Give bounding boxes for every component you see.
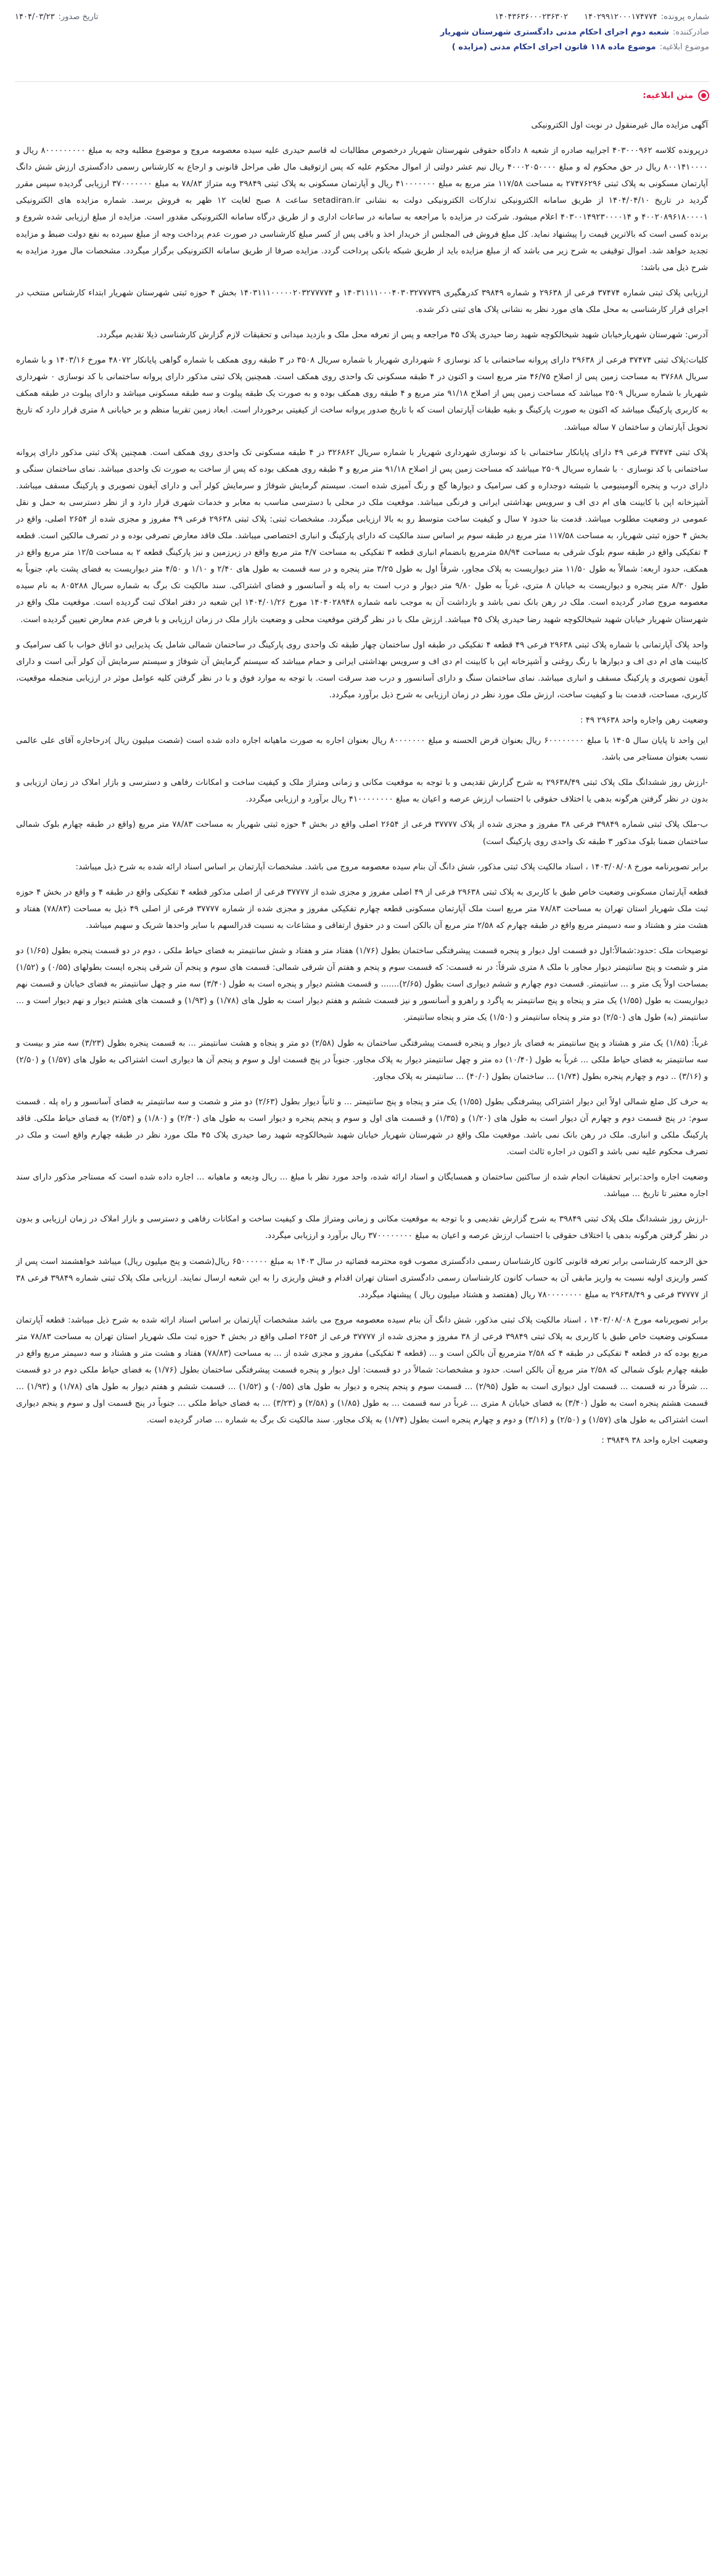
issuer-line (15, 25, 709, 39)
subject-value: موضوع ماده ۱۱۸ قانون اجرای احکام مدنی (مزایده ) (451, 42, 656, 52)
paragraph: ارزیابی پلاک ثبتی شماره ۳۷۴۷۴ فرعی از ۲۹۶۳۸ و شماره ۳۹۸۴۹ کدرهگیری ۱۴۰۳۱۱۱۱۰۰۰۴۰۳۰۳۲۷۷۷۳۹ و ۱۴۰۳۱۱۱۰۰۰۰۰۲۰۳۲۷۷۷۷۴ بخش ۴ حوزه ثبتی شهرستان شهریار ابتداء کارشناس منتخب در اجرای قرار کارشناسی به محل ملک های مورد نظر به نشانی پلاک های ثبتی ذکر شده. (16, 288, 709, 314)
paragraph: پلاک ثبتی ۳۷۴۷۴ فرعی ۴۹ دارای پایانکار ساختمانی با کد نوسازی شهرداری شهریار با شماره سریال ۳۲۶۸۶۲ در ۴ طبقه مسکونی تک واحدی روی همکف است. همچنین پلاک ثبتی مذکور دارای پروانه ساختمانی با کد نوسازی ۰ با شماره سریال ۲۵۰۹ میباشد که مساحت زمین پس از اصلاح ۹۱/۱۸ متر مربع و ۴ طبقه روی همکف بوده که پس از ساخت به صورت تک واحدی میباشد. نمای ساختمان سنگی و دارای درب و پنجره آلومینیومی با شیشه دوجداره و کف سرامیک و دیوارها گچ و رنگ آمیزی شده است. سیستم گرمایش شوفاژ و سرمایش کولر آبی و دارای آیفون تصویری و پارکینگ مسقف میباشد. آشپزخانه اپن با کابینت های ام دی اف و سرویس بهداشتی ایرانی و فرنگی میباشد. موقعیت ملک در محلی با دسترسی مناسب به معابر و خدمات شهری قرار دارد و از نظر دسترسی به حمل و نقل عمومی در وضعیت مطلوب میباشد. قدمت بنا حدود ۷ سال و کیفیت ساخت متوسط رو به بالا ارزیابی میگردد. مشخصات ثبتی: پلاک ثبتی ۲۹۶۳۸ فرعی ۴۹ مفروز و مجزی شده از ۲۶۵۴ اصلی، واقع در بخش ۴ حوزه ثبتی شهریار، به مساحت ۱۱۷/۵۸ متر مربع در طبقه سوم بر اساس سند مالکیت که دارای پارکینگ و انباری اختصاصی میباشد. ملک فاقد معارض تصرفی بوده و در تصرف مالکین است. قطعه ۴ تفکیکی واقع در طبقه سوم بلوک شرقی به مساحت ۵۸/۹۴ مترمربع بانضمام انباری قطعه ۳ تفکیکی به مساحت ۴/۷ متر مربع واقع در زیرزمین و نیز پارکینگ قطعه ۲ به مساحت ۱۲/۵ متر مربع واقع در همکف، حدود اربعه: شمالاً به طول ۱۱/۵۰ متر دیواریست به پلاک مجاور، شرقاً اول به طول ۳/۲۵ متر پنجره و در سه قسمت به طول های ۲/۴۰ و ۱/۱۰ و ۴/۵۰ متر دیواریست به فضای پشت بام، جنوباً به طول ۸/۳۰ متر پنجره و دیواریست به خیابان ۸ متری، غرباً به طول ۹/۸۰ متر دیوار و درب است به راه پله و آسانسور و فضای اشتراکی. سند مالکیت تک برگ به شماره سریال ۸۰۵۲۸۸ به نام سیده معصومه مروج صادر گردیده است. ملک در رهن بانک نمی باشد و بازداشت آن به موجب نامه شماره ۱۴۰۴۰۲۸۹۴۸ مورخ ۱۴۰۴/۰۱/۲۶ این شعبه در دفتر املاک ثبت گردیده است. موقعیت ملک واقع در شهرستان شهریار خیابان شهید شیخالکوچه شهید رضا حیدری پلاک ۴۵ میباشد. ارزش ملک با در نظر گرفتن موقعیت محلی و وضعیت بازار ملک در زمان ارزیابی و با فرض عدم معارض تعیین گردیده است. (16, 448, 709, 625)
paragraph: برابر تصویرنامه مورخ ۱۴۰۳/۰۸/۰۸ ، اسناد مالکیت پلاک ثبتی مذکور، شش دانگ آن بنام سیده معصومه مروج می باشد مشخصات آپارتمان بر اساس اسناد ارائه شده به شرح ذیل میباشد: قطعه آپارتمان مسکونی وضعیت خاص طبق با کاربری به پلاک ثبتی ۳۹۸۴۹ فرعی از ۳۸ مفروز و مجزی شده از ۳۷۷۷۷ فرعی از ۲۶۵۴ اصلی واقع در بخش ۴ حوزه ثبت ملک شهریار استان تهران به مساحت ۷۸/۸۳ متر مربع بوده که در قطعه ۴ تفکیکی در طبقه ۴ که ۲/۵۸ مترمربع آن بالکن است و ... (قطعه ۴ تفکیکی) مفروز و مجزی شده از ... به مساحت (۷۸/۸۳) هفتاد و هشت متر و هشتاد و سه دسیمتر مربع واقع در طبقه چهارم بلوک شمالی که ۲/۵۸ متر مربع آن بالکن است. حدود و مشخصات: شمالاً در دو قسمت: اول دیوار و پنجره قسمت پیشرفتگی ساختمان بطول (۱/۷۶) به فضای حیاط ملکی دوم در دو قسمت ... شرقاً در نه قسمت ... قسمت اول دیواری است به طول (۲/۹۵) ... قسمت سوم و پنجم پنجره و دیوار به طول های (۰/۵۵) و (۱/۵۲) ... قسمت ششم و هفتم دیوار به طول های (۱/۷۸) و (۱/۹۳) ... قسمت هشتم پنجره است به طول (۳/۴۰) به فضای خیابان ۸ متری ... غرباً در سه قسمت ... به طول (۱/۸۵) و (۲/۵۸) و (۳/۲۳) ... به فضای حیاط ملکی ... جنوباً در پنج قسمت اول و سوم و پنجم دیواری است اشتراکی به طول های (۱/۵۷) و (۲/۵۰) و (۳/۱۶) و دوم و چهارم پنجره است بطول (۱/۷۴) به پلاک مجاور. سند مالکیت تک برگ به شماره ... صادر گردیده است. (16, 1315, 708, 1425)
issuer-label: صادرکننده: (672, 27, 709, 37)
paragraph: آدرس: شهرستان شهریارخیابان شهید شیخالکوچه شهید رضا حیدری پلاک ۴۵ مراجعه و پس از تعرفه محل ملک و بازدید میدانی و تحقیقات لازم گزارش کارشناسی ذیلا تقدیم میگردد. (96, 330, 708, 340)
paragraph: وضعیت اجاره واحد:برابر تحقیقات انجام شده از ساکنین ساختمان و همسایگان و اسناد ارائه شده، واحد مورد نظر با مبلغ ... ریال ودیعه و ماهیانه ... اجاره داده شده است که مستاجر مذکور دارای سند اجاره معتبر تا تاریخ ... میباشد. (16, 1173, 708, 1199)
paragraph: وضعیت رهن واجاره واحد ۲۹۶۳۸ ۴۹ : (580, 716, 708, 725)
meta-row (15, 9, 709, 25)
serial-value: ۱۴۰۲۹۹۱۲۰۰۰۱۷۴۷۷۴ (584, 12, 657, 22)
date-value: ۱۴۰۴/۰۳/۲۳ (15, 12, 55, 22)
serial-label: شماره پرونده: (660, 12, 709, 22)
number-block (495, 12, 568, 22)
notice-body (16, 117, 708, 1458)
paragraph: کلیات:پلاک ثبتی ۳۷۴۷۴ فرعی از ۲۹۶۳۸ دارای پروانه ساختمانی با کد نوسازی ۶ شهرداری شهریار با شماره سریال ۳۵۰۸ در ۳ طبقه روی همکف با شماره گواهی پایانکار ۴۸۰۷۲ مورخ ۱۴۰۳/۱۶ و با شماره سریال ۳۷۶۸۸ به مساحت زمین پس از اصلاح ۴۶/۷۵ متر مربع است و اکنون در ۴ طبقه مسکونی تک واحدی روی همکف است. همچنین پلاک ثبتی مذکور دارای پروانه ساختمانی با کد نوسازی ۰ شهرداری شهریار با شماره سریال ۲۵۰۹ میباشد که مساحت زمین پس از اصلاح ۹۱/۱۸ متر مربع و ۴ طبقه روی همکف بوده و به صورت یک طبقه پیلوت و سه طبقه مسکونی میباشد و دارای پیلوت در طبقه همکف به کاربری پارکینگ میباشد که اکنون به صورت پارکینگ و بقیه طبقات آپارتمان است که با تاریخ صدور پروانه ساخت از کیفیتی برخوردار است. ابعاد زمین تقریبا منظم و بر خیابانی ۸ متری قرار دارد که تاریخ تحویل آپارتمان و ساختمان ۷ ساله میباشد. (16, 356, 709, 432)
date-block (15, 12, 98, 22)
paragraph: ب-ملک پلاک ثبتی شماره ۳۹۸۴۹ فرعی ۳۸ مفروز و مجزی شده از پلاک ۳۷۷۷۷ فرعی از ۲۶۵۴ اصلی واقع در بخش ۴ حوزه ثبتی شهریار به مساحت ۷۸/۸۳ متر مربع (واقع در طبقه چهارم بلوک شمالی ساختمان ضمنا بلوک مذکور ۳ طبقه تک واحدی روی پارکینگ است) (16, 820, 708, 847)
notice-header (15, 9, 709, 90)
paragraph: به حرف کل ضلع شمالی اولاً این دیوار اشتراکی پیشرفتگی بطول (۱/۵۵) یک متر و پنجاه و پنج سانتیمتر ... و ثانیاً دیوار بطول (۲/۶۳) دو متر و شصت و سه سانتیمتر به فضای آسانسور و راه پله . قسمت سوم: در پنج قسمت دوم و چهارم آن دیوار است به طول های (۱/۲۰) و (۱/۳۵) و قسمت های اول و سوم و پنجم پنجره و دیوار است به طول های (۲/۴۰) و (۱/۸۰) و (۲/۵۴) به فضای حیاط ملکی. فاقد پارکینگ ملکی و انباری. ملک در رهن بانک نمی باشد. موقعیت ملک واقع در شهرستان شهریار خیابان شهید شیخالکوچه شهید رضا حیدری پلاک ۴۵ ملک مورد نظر در طبقه چهارم واقع است و ملک در تصرف محکوم علیه نمی باشد و اکنون در اجاره ثالث است. (16, 1097, 708, 1157)
paragraph: آگهی مزایده مال غیرمنقول در نوبت اول الکترونیکی (531, 121, 708, 130)
serial-block (584, 12, 709, 22)
paragraph: حق الزحمه کارشناسی برابر تعرفه قانونی کانون کارشناسان رسمی دادگستری مصوب قوه محترمه قضائیه در سال ۱۴۰۳ به مبلغ ۶۵۰۰۰۰۰۰ ریال(شصت و پنج میلیون ریال) میباشد خواهشمند است پس از کسر واریزی اولیه نسبت به واریز مابقی آن به حساب کانون کارشناسان رسمی دادگستری استان تهران اقدام و فیش واریزی را به این شعبه ارسال نمایند. ارزیابی ملک پلاک ثبتی شماره ۳۹۸۴۹ فرعی ۳۸ از ۳۷۷۷۷ فرعی و ۲۹۶۳۸/۴۹ به مبلغ ۷۸۰۰۰۰۰۰۰۰ ریال (هفتصد و هشتاد میلیون ریال ) پیشنهاد میگردد. (16, 1257, 708, 1300)
paragraph: قطعه آپارتمان مسکونی وضعیت خاص طبق با کاربری به پلاک ثبتی ۲۹۶۳۸ فرعی از ۴۹ اصلی مفروز و مجزی شده از ۳۷۷۷۷ فرعی از اصلی مذکور قطعه ۴ تفکیکی واقع در طبقه ۴ و واقع در بخش ۴ حوزه ثبت ملک شهریار استان تهران به مساحت ۷۸/۸۳ متر مربع است ملک آپارتمان مسکونی قطعه چهارم تفکیکی مفروز و مجزی شده از شماره ۳۷۷۷۷ فرعی از اصلی ۴۹ ذیل به مساحت (۷۸/۸۳) هفتاد و هشت متر و هشتاد و سه دسیمتر مربع واقع در طبقه چهارم که ۲/۵۸ متر مربع آن بالکن است و در حقوق ارتفاقی و مشاعات به نسبت قدرالسهم با سایر واحدها شریک و سهیم میباشد. (16, 887, 709, 930)
paragraph: واحد پلاک آپارتمانی با شماره پلاک ثبتی ۲۹۶۳۸ فرعی ۴۹ قطعه ۴ تفکیکی در طبقه اول ساختمان چهار طبقه تک واحدی روی پارکینگ در ساختمان شمالی شامل یک پذیرایی دو اتاق خواب با کف سرامیک و کابینت های ام دی اف و دیوارها با رنگ روغنی و آشپزخانه اپن با کابینت ام دی اف و سرویس بهداشتی ایرانی و حمام میباشد که سیستم گرمایش آن شوفاژ و سیستم سرمایش آن کولر آبی است و دارای آیفون تصویری و پارکینگ مسقف و انباری میباشد. نمای ساختمان سنگ و دارای آسانسور و درب ضد سرقت است. با توجه به موارد فوق و با در نظر گرفتن کلیه عوامل موثر در ارزیابی منجمله موقعیت، کاربری، مساحت، قدمت بنا و کیفیت ساخت، ارزش ملک مورد نظر در زمان ارزیابی به شرح ذیل برآورد میگردد. (16, 640, 708, 700)
paragraph: -ارزش روز ششدانگ ملک پلاک ثبتی ۲۹۶۳۸/۴۹ به شرح گزارش تقدیمی و با توجه به موقعیت مکانی و زمانی ومتراژ ملک و کیفیت ساخت و امکانات رفاهی و دسترسی و بازار املاک در زمان ارزیابی و بدون در نظر گرفتن هرگونه بدهی یا اختلاف حقوقی با احتساب ارزش عرصه و اعیان به مبلغ ۴۱۰۰۰۰۰۰۰۰ ریال برآورد و ارزیابی میگردد. (16, 778, 708, 805)
paragraph: این واحد تا پایان سال ۱۴۰۵ با مبلغ ۶۰۰۰۰۰۰۰۰ ریال بعنوان قرض الحسنه و مبلغ ۸۰۰۰۰۰۰۰ ریال بعنوان اجاره به صورت ماهیانه اجاره داده شده است (شصت میلیون ریال )درحاجاره آقای علی عالمی نسب بعنوان مستاجر می باشد. (16, 736, 708, 763)
paragraph: درپرونده کلاسه ۴۰۳۰۰۰۹۶۲ اجراییه صادره از شعبه ۸ دادگاه حقوقی شهرستان شهریار درخصوص مطالبات له قاسم حیدری علیه سیده معصومه مروج و موضوع مطلبه وجه به مبلغ ۸۰۰۰۰۰۰۰۰۰ ریال و ۸۰۰۱۴۱۰۰۰۰ ریال در حق محکوم له و مبلغ ۴۰۰۰۲۰۵۰۰۰۰ ریال نیم عشر دولتی از اموال محکوم علیه که پس ازتوقیف مال طی مراحل قانونی و ارجاع به کارشناس رسمی دادگستری ارزش شش دانگ آپارتمان مسکونی به پلاک ثبتی ۲۷۴۷۶۲۹۶ به مساحت ۱۱۷/۵۸ متر مربع به مبلغ ۴۱۰۰۰۰۰۰۰ ریال و آپارتمان مسکونی به پلاک ثبتی ۳۹۸۴۹ وبه متراژ ۷۸/۸۳ به مبلغ ۳۷۰۰۰۰۰۰۰ ارزیابی گردیده سپس مقرر گردید در تاریخ ۱۴۰۴/۰۴/۱۰ از طریق سامانه الکترونیکی تدارکات الکترونیکی دولت به نشانی setadiran.ir ساعت ۸ صبح لغایت ۱۲ ظهر به فروش برسد. شماره مزایده های الکترونیکی ۴۰۰۲۰۸۹۶۱۸۰۰۰۰۱ و ۴۰۳۰۰۱۴۹۲۳۰۰۰۰۱۴ اعلام میشود. شرکت در مزایده با مراجعه به سامانه در ساعات اداری و از طریق درگاه سامانه الکترونیکی مقدور است. مزایده از مبلغ ارزیابی شده شروع و برنده کسی است که بالاترین قیمت را پیشنهاد نماید. کل مبلغ فروش فی المجلس از خریدار اخذ و باقی پس از کسر مبلغ کارشناسی در صورت عدم پرداخت وجه از مبلغ سپرده به نفع دولت ضبط و مزایده تجدید خواهد شد. اموال توقیفی به شرح زیر می باشد که از مبلغ مزایده باید از طریق شبکه بانکی پرداخت گردد. مزایده صرفا از طریق سامانه الکترونیکی برگزار میگردد. مشخصات مال مورد مزایده به شرح ذیل می باشد: (16, 146, 709, 273)
paragraph: -ارزش روز ششدانگ ملک پلاک ثبتی ۳۹۸۴۹ به شرح گزارش تقدیمی و با توجه به موقعیت مکانی و زمانی ومتراژ ملک و کیفیت ساخت و امکانات رفاهی و دسترسی و بازار املاک در زمان ارزیابی و بدون در نظر گرفتن هرگونه بدهی یا اختلاف حقوقی با احتساب ارزش عرصه و اعیان به مبلغ ۳۷۰۰۰۰۰۰۰۰ ریال برآورد و ارزیابی میگردد. (16, 1215, 708, 1241)
issuer-value: شعبه دوم اجرای احکام مدنی دادگستری شهرستان شهریار (440, 27, 669, 37)
section-title (643, 88, 709, 104)
paragraph: غرباً: (۱/۸۵) یک متر و هشتاد و پنج سانتیمتر به فضای باز دیوار و پنجره قسمت پیشرفتگی ساختمان به طول (۲/۵۸) دو متر و پنجاه و هشت سانتیمتر ... به قسمت پنجره بطول (۳/۲۳) سه متر و بیست و سه سانتیمتر به فضای حیاط ملکی ... غرباً به طول (۱۰/۴۰) ده متر و چهل سانتیمتر دیوار به پلاک مجاور. جنوباً در پنج قسمت اول و سوم و پنجم آن ها دیواری است اشتراکی به طول های (۱/۵۷) و (۲/۵۰) و (۳/۱۶) .. دوم و چهارم پنجره بطول (۱/۷۴) ... ساختمان بطول (۴۰/۰) ... سانتیمتر به پلاک مجاور. (16, 1038, 708, 1081)
paragraph: توضیحات ملک :حدود:شمالاً:اول دو قسمت اول دیوار و پنجره قسمت پیشرفتگی ساختمان بطول (۱/۷۶) هفتاد متر و هفتاد و شش سانتیمتر به فضای حیاط ملکی ، دوم در دو قسمت پنجره بطول (۱/۶۵) دو متر و شصت و پنج سانتیمتر دیوار مجاور با ملک ۸ متری شرقاً: در نه قسمت: که قسمت سوم و پنجم و هفتم آن شرقی شمالی: قسمت های سوم و پنجم آن شرقی پنجره ایست بطولهای (۰/۵۵) و (۱/۵۲) بمساحت اولاً یک متر و ... سانتیمتر. قسمت دوم چهارم و ششم دیواری است بطول (۲/۶۵)....... و قسمت هشتم دیوار و پنجره است به طول (۳/۴۰) سه متر و چهل سانتیمتر به فضای خیابان و قسمت نهم دیواریست به طول (۱/۵۵) یک متر و پنجاه و پنج سانتیمتر به پاگرد و راهرو و آسانسور و نیز قسمت ششم و هفتم دیوار است به طول های (۱/۷۸) و (۱/۹۳) و قسمت های هشتم دیوار و نهم دیوار است و ... سانتیمتر (به) طول های (۲/۵۰) دو متر و پنجاه سانتیمتر و (۱/۵۰) یک متر و پنجاه سانتیمتر. (16, 946, 709, 1023)
date-label: تاریخ صدور: (58, 12, 99, 22)
paragraph: برابر تصویرنامه مورخ ۱۴۰۳/۰۸/۰۸ ، اسناد مالکیت پلاک ثبتی مذکور، شش دانگ آن بنام سیده معصومه مروج می باشد. مشخصات آپارتمان بر اساس اسناد ارائه شده به شرح ذیل میباشد: (75, 862, 708, 872)
subject-label: موضوع ابلاغیه: (659, 42, 709, 52)
notice-number: ۱۴۰۴۳۶۳۶۰۰۰۲۳۶۳۰۲ (495, 12, 568, 22)
record-dot-icon (698, 90, 709, 101)
section-title-text: متن ابلاغیه: (643, 91, 693, 100)
paragraph: وضعیت اجاره واحد ۳۸ ۳۹۸۴۹ : (601, 1436, 708, 1446)
subject-line (15, 39, 709, 54)
header-divider (15, 81, 709, 82)
